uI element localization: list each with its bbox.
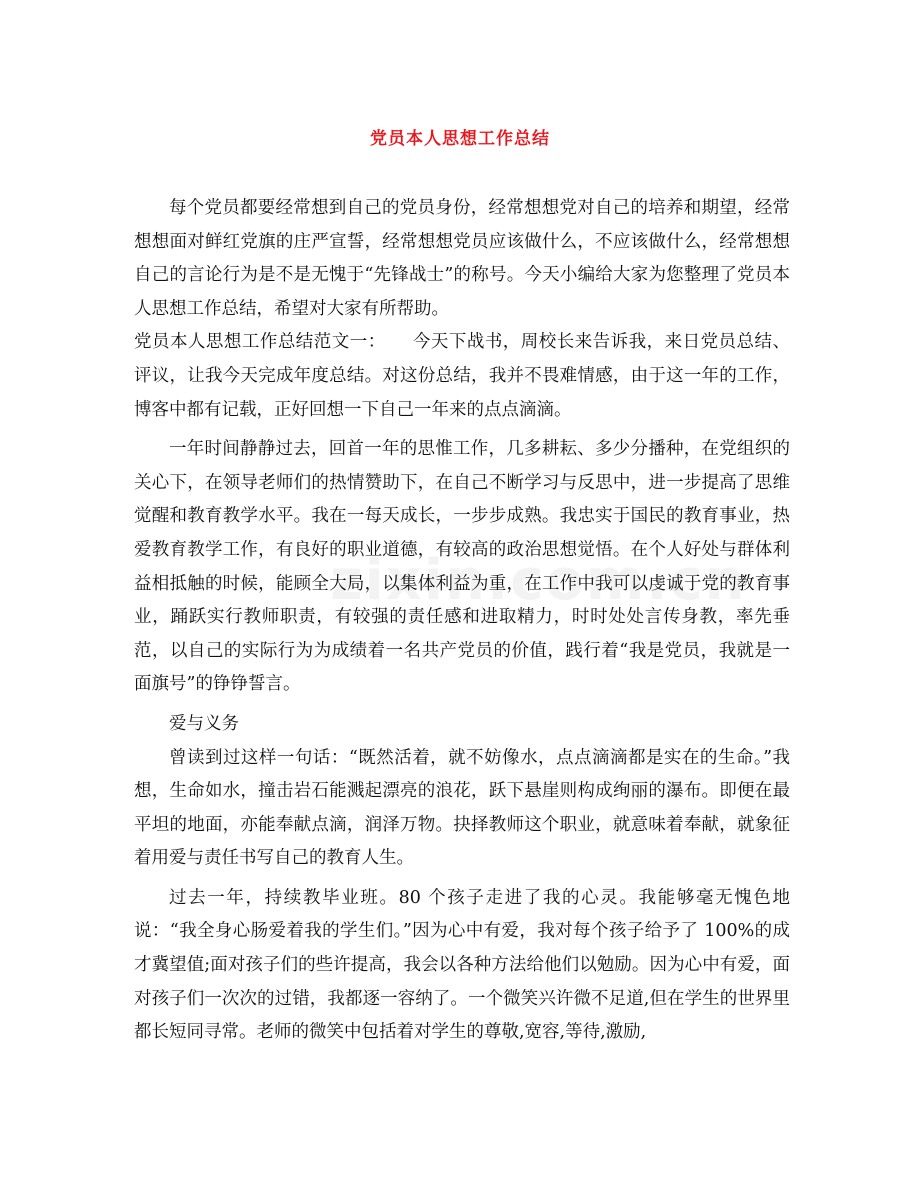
section-heading-love-duty: 爱与义务 [169, 713, 239, 734]
paragraph-year-review: 一年时间静静过去，回首一年的思惟工作，几多耕耘、多少分播种，在党组织的关心下，在领导老师们的热情赞助下，在自己不断学习与反思中，进一步提高了思维觉醒和教育教学水平。我在一每天成长，一步步成熟。我忠实于国民的教育事业，热爱教育教学工作，有良好的职业道德，有较高的政治思想觉悟。在个人好处与群体利益相抵触的时候，能顾全大局，以集体利益为重，在工作中我可以虔诚于党的教育事业，踊跃实行教师职责，有较强的责任感和进取精力，时时处处言传身教，率先垂范，以自己的实际行为为成绩着一名共产党员的价值，践行着“我是党员，我就是一面旗号”的铮铮誓言。 [134, 439, 790, 695]
paragraph-sample-one: 党员本人思想工作总结范文一： 今天下战书，周校长来告诉我，来日党员总结、评议，让我今天完成年度总结。对这份总结，我并不畏难情感，由于这一年的工作，博客中都有记载，正好回想一下自己一年来的点点滴滴。 [134, 332, 790, 420]
document-title: 党员本人思想工作总结 [370, 129, 550, 149]
paragraph-like-water: 曾读到过这样一句话：“既然活着，就不妨像水，点点滴滴都是实在的生命。”我想，生命如水，撞击岩石能溅起漂亮的浪花，跃下悬崖则构成绚丽的瀑布。即便在最平坦的地面，亦能奉献点滴，润泽万物。抉择教师这个职业，就意味着奉献，就象征着用爱与责任书写自己的教育人生。 [134, 747, 790, 869]
document-body [134, 192, 790, 1050]
paragraph-graduating-class: 过去一年，持续教毕业班。80 个孩子走进了我的心灵。我能够毫无愧色地说：“我全身心肠爱着我的学生们。”因为心中有爱，我对每个孩子给予了 100%的成才冀望值;面对孩子们的些许提高，我会以各种方法给他们以勉励。因为心中有爱，面对孩子们一次次的过错，我都逐一容纳了。一个微笑兴许微不足道,但在学生的世界里都长短同寻常。老师的微笑中包括着对学生的尊敬,宽容,等待,激励, [134, 887, 790, 1043]
paragraph-intro: 每个党员都要经常想到自己的党员身份，经常想想党对自己的培养和期望，经常想想面对鲜红党旗的庄严宣誓，经常想想党员应该做什么，不应该做什么，经常想想自己的言论行为是不是无愧于“先锋战士”的称号。今天小编给大家为您整理了党员本人思想工作总结，希望对大家有所帮助。 [134, 198, 790, 319]
